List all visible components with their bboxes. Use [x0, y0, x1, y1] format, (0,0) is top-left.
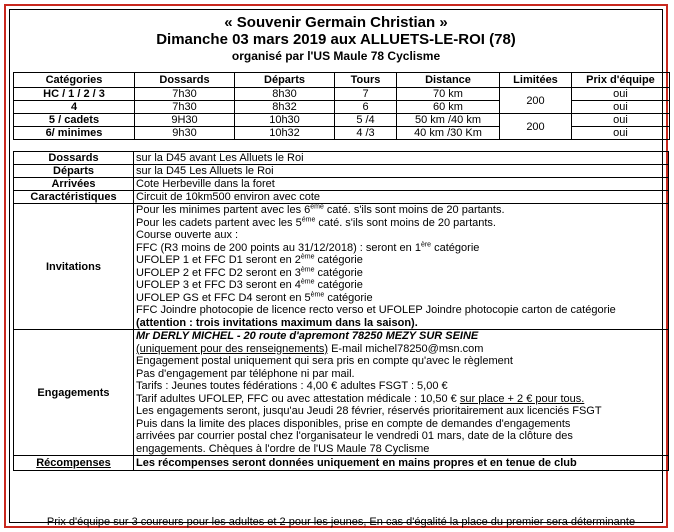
invitation-line: Pour les minimes partent avec les 6ème caté. s'ils sont moins de 20 partants. — [136, 203, 505, 216]
col-header: Départs — [235, 73, 335, 88]
schedule-header-row — [14, 73, 670, 88]
contact-line: (uniquement pour des renseignements) E-mail michel78250@msn.com — [136, 342, 484, 355]
engagement-line: Tarif adultes UFOLEP, FFC ou avec attestation médicale : 10,50 € sur place + 2 € pour tous. — [136, 392, 585, 405]
dossards-cell: 7h30 — [135, 101, 235, 114]
departs-cell: 10h32 — [235, 127, 335, 140]
distance-cell: 60 km — [397, 101, 500, 114]
col-header: Catégories — [14, 73, 135, 88]
page-border — [4, 4, 668, 528]
dossards-label: Dossards — [14, 152, 134, 165]
invitation-line: UFOLEP GS et FFC D4 seront en 5ème catégorie — [136, 290, 373, 304]
engagement-line: Les engagements seront, jusqu'au Jeudi 28 février, réservés prioritairement aux licenciés FSGT — [136, 405, 602, 417]
distance-cell: 40 km /30 Km — [397, 127, 500, 140]
table-row — [14, 127, 670, 140]
invitation-line: FFC Joindre photocopie de licence recto verso et UFOLEP Joindre photocopie carton de catégorie — [136, 304, 616, 316]
category-cell: 4 — [14, 101, 135, 114]
category-cell: 5 / cadets — [14, 114, 135, 127]
limit-cell: 200 — [500, 88, 572, 114]
engagement-line: engagements. Chèques à l'ordre de l'US Maule 78 Cyclisme — [136, 442, 430, 455]
prix-cell: oui — [572, 114, 670, 127]
table-row — [14, 88, 670, 101]
tours-cell: 5 /4 — [335, 114, 397, 127]
engagement-line: Engagement postal uniquement qui sera pris en compte qu'avec le règlement — [136, 355, 513, 367]
distance-cell: 70 km — [397, 88, 500, 101]
engagement-line: Puis dans la limite des places disponibles, prise en compte de demandes d'engagements — [136, 417, 571, 430]
prix-cell: oui — [572, 127, 670, 140]
category-cell: HC / 1 / 2 / 3 — [14, 88, 135, 101]
engagement-line: Tarifs : Jeunes toutes fédérations : 4,00 € adultes FSGT : 5,00 € — [136, 380, 448, 392]
col-header: Prix d'équipe — [572, 73, 670, 88]
tours-cell: 4 /3 — [335, 127, 397, 140]
invitation-line: FFC (R3 moins de 200 points au 31/12/2018) : seront en 1ère catégorie — [136, 240, 480, 254]
engagements-text — [134, 330, 669, 456]
col-header: Tours — [335, 73, 397, 88]
race-organizer: organisé par l'US Maule 78 Cyclisme — [231, 49, 441, 63]
footer-note: Prix d'équipe sur 3 coureurs pour les adultes et 2 pour les jeunes, En cas d'égalité la place du premier sera déterminante — [46, 516, 636, 528]
col-header: Limitées — [500, 73, 572, 88]
invitation-line: Course ouverte aux : — [136, 229, 239, 241]
invitations-label: Invitations — [14, 204, 134, 330]
engagements-label: Engagements — [14, 330, 134, 456]
col-header: Dossards — [135, 73, 235, 88]
invitation-line: UFOLEP 3 et FFC D3 seront en 4ème catégorie — [136, 278, 363, 291]
recompenses-label: Récompenses — [14, 456, 134, 471]
departs-label: Départs — [14, 165, 134, 178]
caracteristiques-value: Circuit de 10km500 environ avec cote — [134, 191, 669, 204]
engagement-line: arrivées par courrier postal chez l'organisateur le vendredi 01 mars, date de la clôture des — [136, 430, 573, 442]
table-row — [14, 114, 670, 127]
table-row — [14, 101, 670, 114]
race-title: « Souvenir Germain Christian » — [224, 14, 448, 31]
prix-cell: oui — [572, 88, 670, 101]
info-table — [13, 151, 669, 471]
dossards-cell: 9h30 — [135, 127, 235, 140]
email-link[interactable]: E-mail michel78250@msn.com — [328, 342, 484, 355]
recompenses-text: Les récompenses seront données uniquement en mains propres et en tenue de club — [134, 456, 669, 471]
invitation-line: Pour les cadets partent avec les $5^{éme}$ caté. s'ils sont moins de 20 partants. — [136, 215, 496, 229]
race-date-place: Dimanche 03 mars 2019 aux ALLUETS-LE-ROI (78) — [156, 31, 516, 48]
departs-cell: 8h32 — [235, 101, 335, 114]
invitation-line: UFOLEP 1 et FFC D1 seront en 2ème catégorie — [136, 253, 363, 266]
arrivees-value: Cote Herbeville dans la foret — [134, 178, 669, 191]
tours-cell: 6 — [335, 101, 397, 114]
category-cell: 6/ minimes — [14, 127, 135, 140]
prix-cell: oui — [572, 101, 670, 114]
organizer-address: Mr DERLY MICHEL - 20 route d'apremont 78250 MEZY SUR SEINE — [136, 330, 479, 342]
invitation-warning: (attention : trois invitations maximum dans la saison). — [136, 316, 418, 329]
departs-cell: 10h30 — [235, 114, 335, 127]
dossards-value: sur la D45 avant Les Alluets le Roi — [134, 152, 669, 165]
invitations-text — [134, 204, 669, 330]
caracteristiques-label: Caractéristiques — [14, 191, 134, 204]
departs-cell: 8h30 — [235, 88, 335, 101]
dossards-cell: 9H30 — [135, 114, 235, 127]
distance-cell: 50 km /40 km — [397, 114, 500, 127]
document-body — [9, 9, 663, 528]
invitation-line: UFOLEP 2 et FFC D2 seront en 3ème catégorie — [136, 265, 363, 279]
arrivees-label: Arrivées — [14, 178, 134, 191]
departs-value: sur la D45 Les Alluets le Roi — [134, 165, 669, 178]
schedule-table — [13, 72, 670, 140]
dossards-cell: 7h30 — [135, 88, 235, 101]
engagement-line: Pas d'engagement par téléphone ni par mail. — [136, 367, 355, 380]
col-header: Distance — [397, 73, 500, 88]
tours-cell: 7 — [335, 88, 397, 101]
limit-cell: 200 — [500, 114, 572, 140]
